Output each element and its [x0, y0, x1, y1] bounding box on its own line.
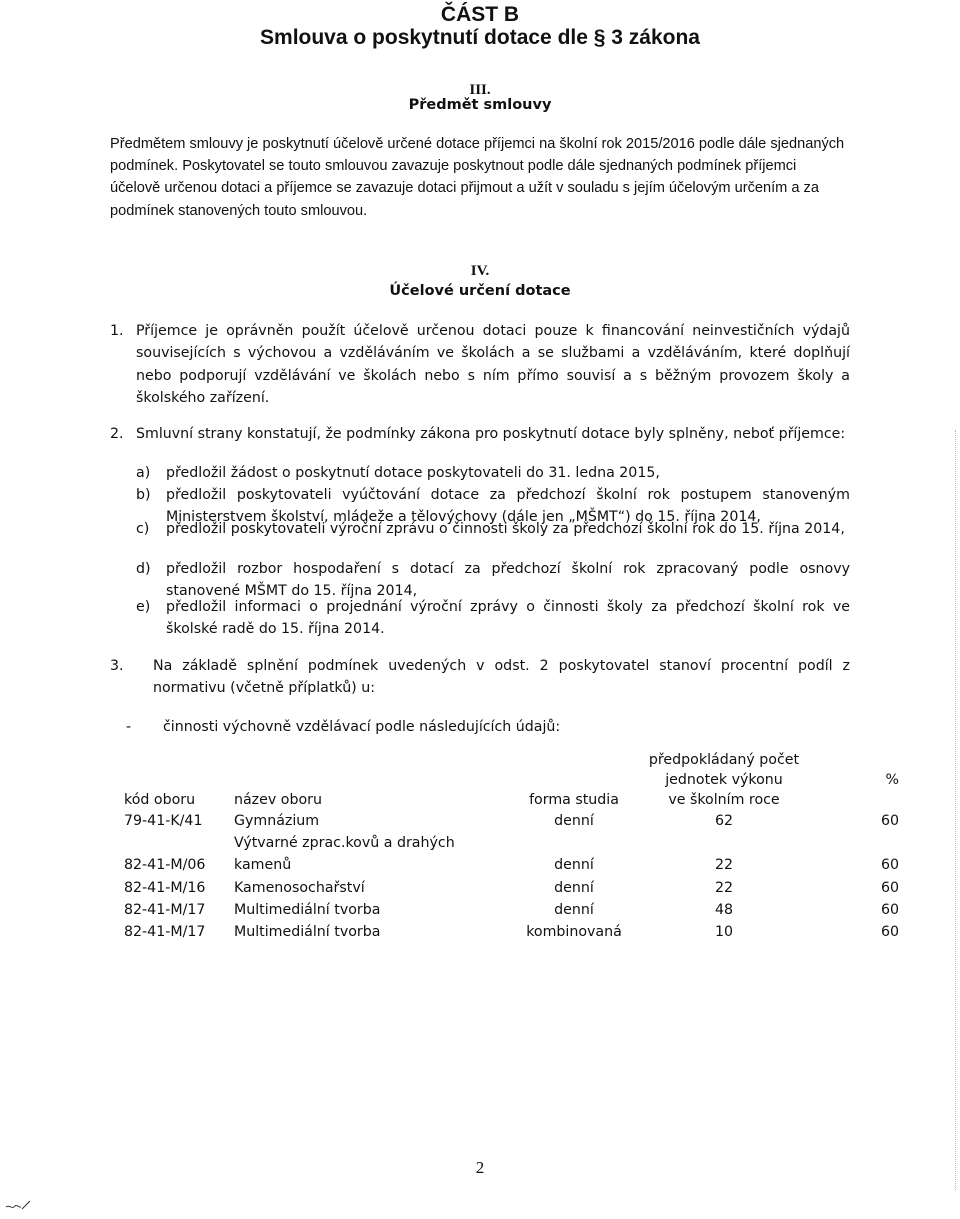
cell-form: denní: [554, 901, 594, 918]
section-3-number: III.: [469, 82, 491, 98]
contract-title: Smlouva o poskytnutí dotace dle § 3 zákona: [260, 26, 700, 49]
study-fields-table: [124, 750, 899, 943]
cell-name: Multimediální tvorba: [234, 901, 381, 918]
subitem-label: a): [136, 465, 151, 481]
cell-code: 82-41-M/06: [124, 857, 206, 874]
subitem-label: b): [136, 487, 151, 503]
scan-edge-line: [955, 430, 956, 1190]
cell-percent: 60: [880, 901, 899, 918]
item-number: 2.: [110, 426, 124, 442]
item-text: Na základě splnění podmínek uvedených v odst. 2 poskytovatel stanoví procentní podíl z normativu (včetně příplatků) u:: [153, 658, 850, 697]
cell-name: Výtvarné zprac.kovů a drahých kamenů: [234, 835, 455, 874]
page-number: 2: [475, 1158, 485, 1177]
cell-percent: 60: [880, 879, 899, 896]
item-number: 1.: [110, 323, 124, 339]
section-4-number: IV.: [470, 263, 490, 279]
cell-form: kombinovaná: [526, 924, 622, 941]
subitem-label: c): [136, 521, 150, 537]
header-count: [639, 750, 809, 810]
cell-percent: 60: [880, 857, 899, 874]
cell-count: 48: [714, 901, 734, 918]
table-row: [124, 832, 899, 876]
header-name: název oboru: [234, 792, 322, 808]
table-row: [124, 899, 899, 921]
bullet-text: činnosti výchovně vzdělávací podle následujících údajů:: [163, 719, 561, 735]
subitem-text: předložil poskytovateli výroční zprávu o činnosti školy za předchozí školní rok do 15. října 2014,: [166, 521, 845, 537]
subitem-label: e): [136, 599, 151, 615]
section-3-paragraph: Předmětem smlouvy je poskytnutí účelově určené dotace příjemci na školní rok 2015/2016 podle dále sjednaných podmínek. Poskytovatel se touto smlouvou zavazuje poskytnout podle dále sjednaných podmínek příjemci účelově určenou dotaci a příjemce se zavazuje dotaci přijmout a užít v souladu s jejím účelovým určením a za podmínek stanovených touto smlouvou.: [110, 136, 845, 219]
cell-count: 22: [714, 857, 734, 874]
cell-code: 79-41-K/41: [124, 813, 203, 829]
cell-name: Gymnázium: [234, 813, 320, 829]
table-row: [124, 810, 899, 832]
cell-count: 22: [714, 879, 734, 896]
cell-code: 82-41-M/17: [124, 901, 206, 918]
item-text: Smluvní strany konstatují, že podmínky zákona pro poskytnutí dotace byly splněny, neboť příjemce:: [136, 426, 846, 442]
cell-count: 10: [714, 924, 734, 941]
cell-code: 82-41-M/17: [124, 924, 206, 941]
cell-code: 82-41-M/16: [124, 879, 206, 896]
cell-count: 62: [714, 813, 734, 829]
section-4-title: Účelové určení dotace: [389, 283, 571, 299]
cell-form: denní: [554, 857, 594, 874]
cell-name: Multimediální tvorba: [234, 924, 381, 941]
subitem-text: předložil rozbor hospodaření s dotací za předchozí školní rok zpracovaný podle osnovy stanovené MŠMT do 15. října 2014,: [166, 561, 850, 600]
header-count-line2: jednotek výkonu: [665, 772, 783, 788]
subitem-text: předložil informaci o projednání výroční zprávy o činnosti školy za předchozí školní rok ve školské radě do 15. října 2014.: [166, 599, 850, 638]
subitem-text: předložil poskytovateli vyúčtování dotace za předchozí školní rok postupem stanoveným Ministerstvem školství, mládeže a tělovýchovy (dále jen „MŠMT“) do 15. října 2014,: [166, 487, 850, 526]
section-3-title: Předmět smlouvy: [408, 97, 552, 113]
cell-name: Kamenosochařství: [234, 879, 365, 896]
table-header-row: [124, 750, 899, 810]
item-number: 3.: [110, 658, 124, 674]
subitem-label: d): [136, 561, 151, 577]
header-code: kód oboru: [124, 792, 196, 808]
part-title: ČÁST B: [440, 3, 520, 26]
bullet-dash: -: [126, 719, 132, 735]
table-row: [124, 921, 899, 943]
handwritten-mark: [4, 1198, 34, 1214]
table-row: [124, 877, 899, 899]
cell-form: denní: [554, 879, 594, 896]
header-percent: %: [885, 772, 899, 788]
cell-form: denní: [554, 813, 594, 829]
header-count-line3: ve školním roce: [668, 792, 780, 808]
header-count-line1: předpokládaný počet: [648, 752, 800, 768]
cell-percent: 60: [880, 924, 899, 941]
header-form: forma studia: [529, 792, 619, 808]
item-text: Příjemce je oprávněn použít účelově určenou dotaci pouze k financování neinvestičních výdajů souvisejících s výchovou a vzděláváním ve školách a se službami a vzděláváním, které doplňují nebo podporují vzdělávání ve školách nebo s ním přímo souvisí a s běžným provozem školy a školského zařízení.: [136, 323, 850, 407]
subitem-text: předložil žádost o poskytnutí dotace poskytovateli do 31. ledna 2015,: [166, 465, 660, 481]
cell-percent: 60: [880, 813, 899, 829]
